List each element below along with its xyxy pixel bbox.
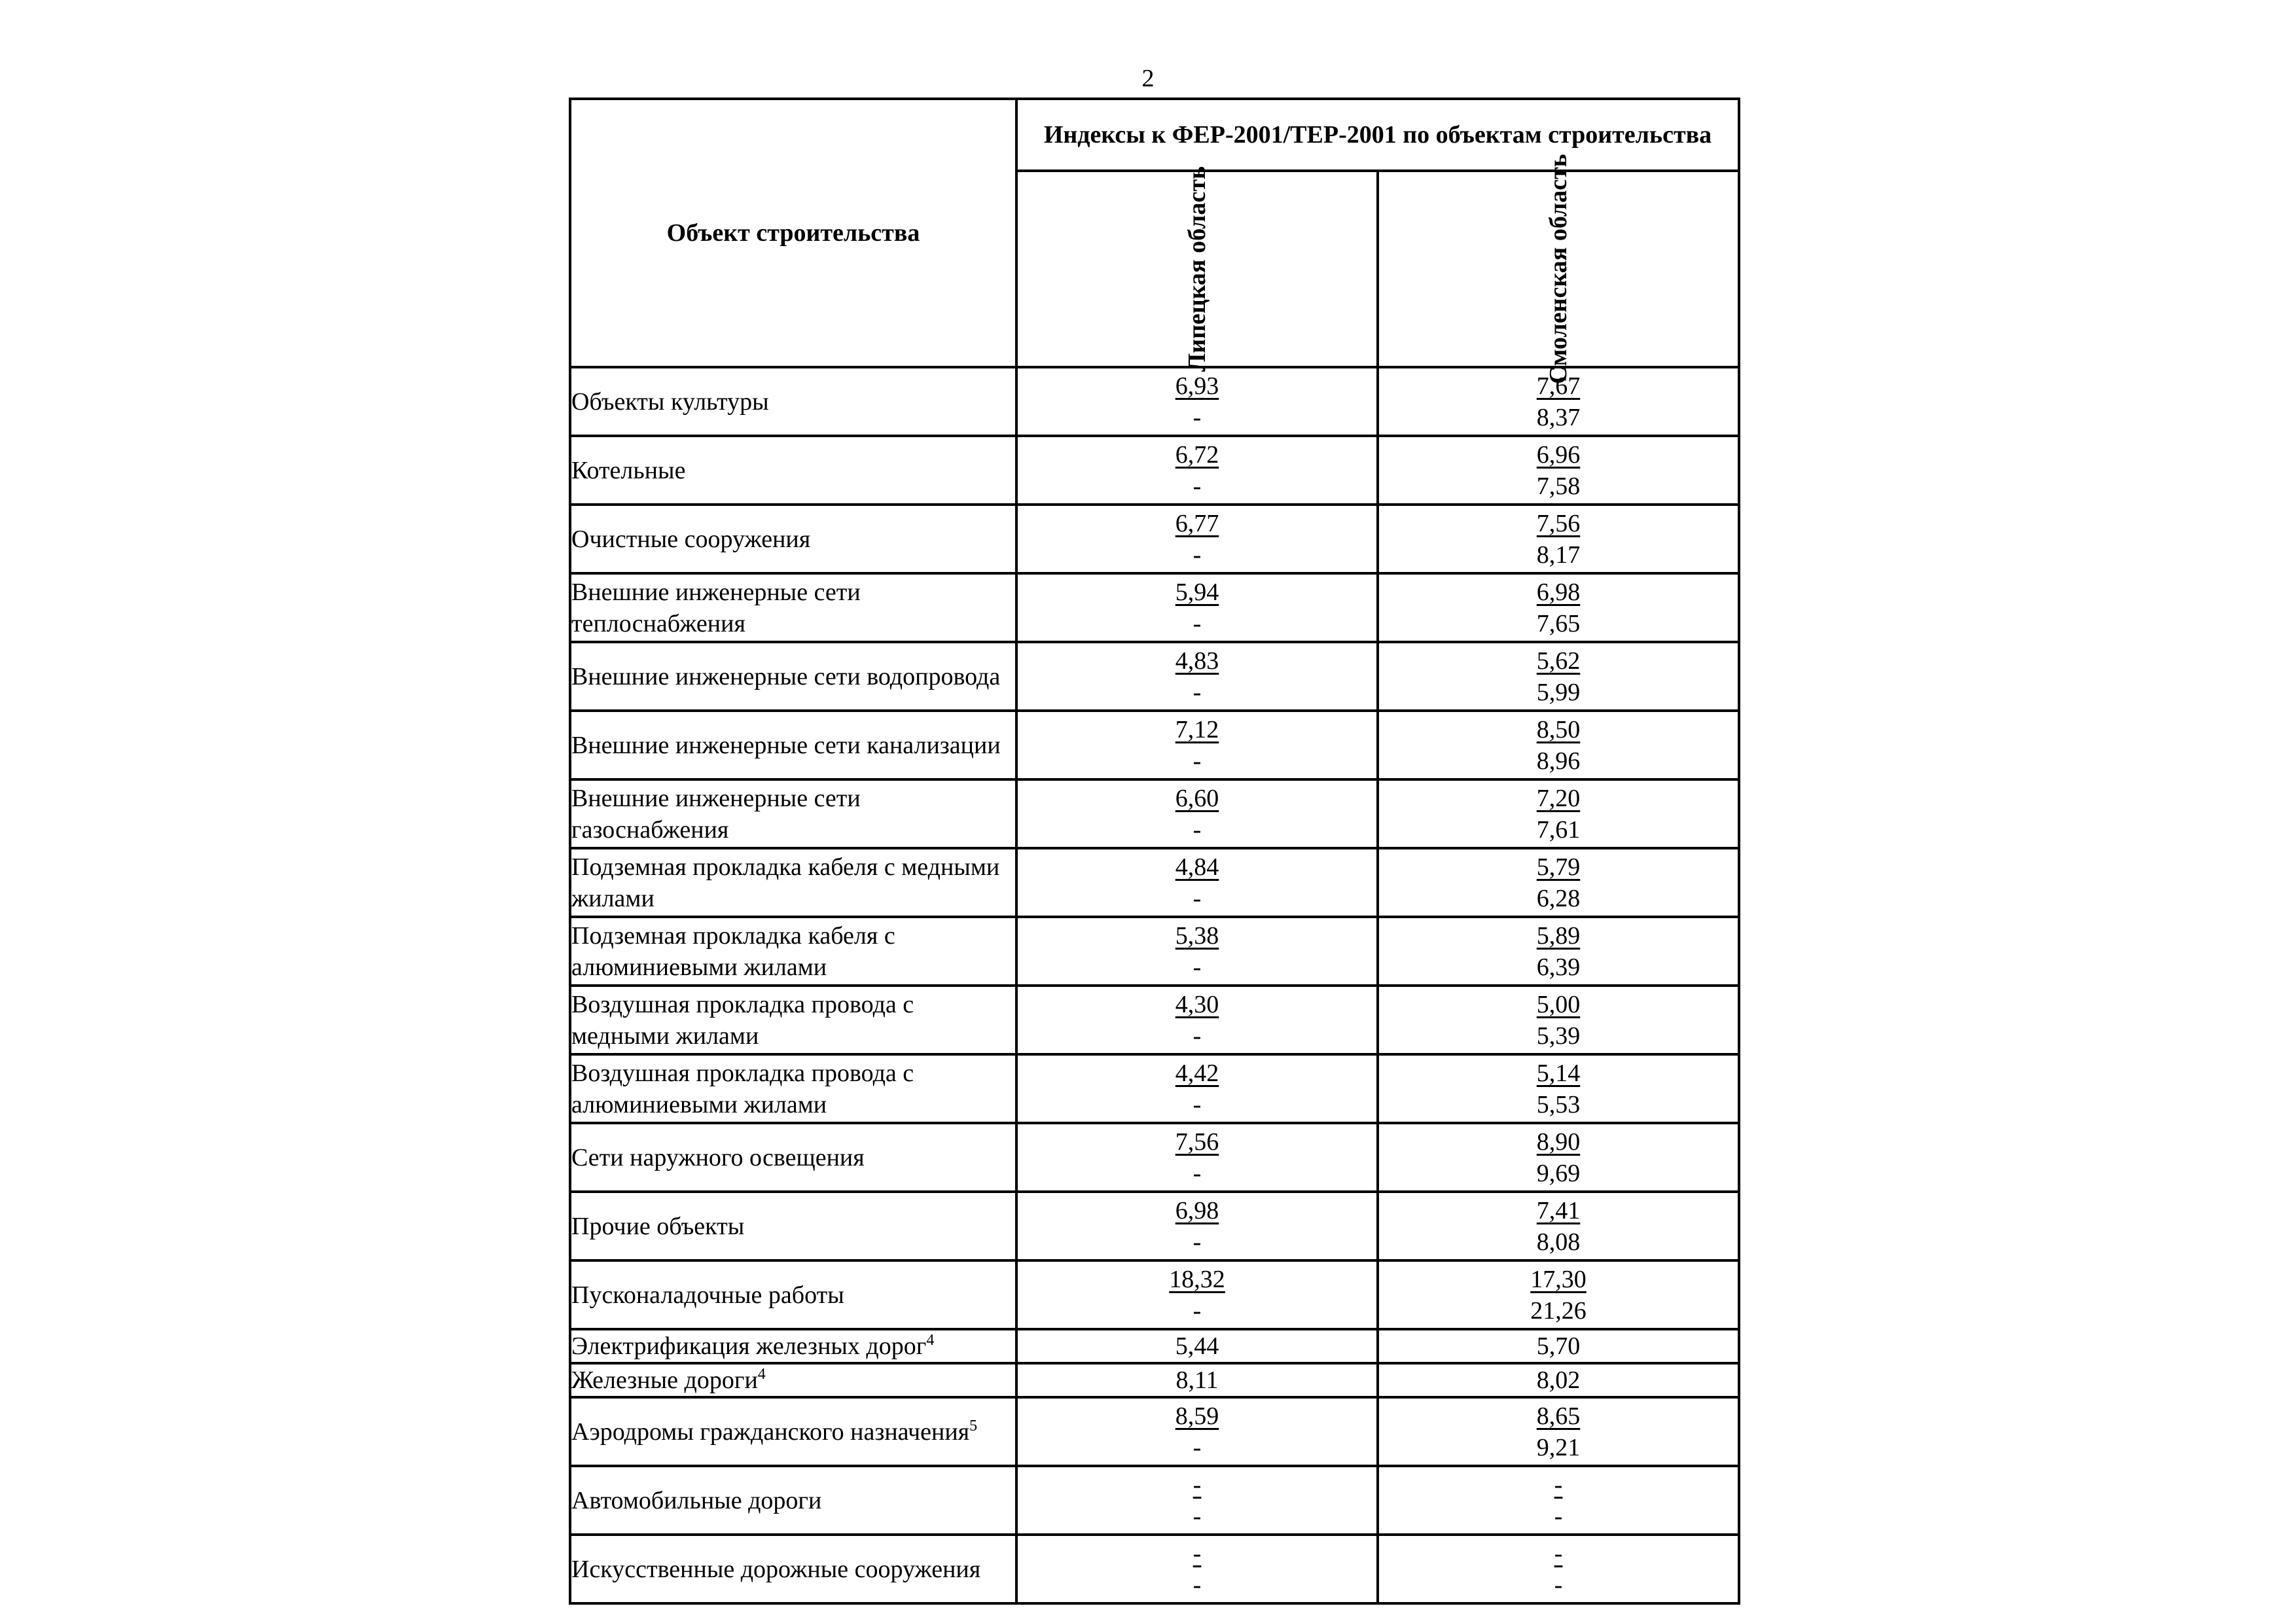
region-b-value-top: 8,50	[1536, 715, 1581, 743]
region-a-value-top: 7,56	[1175, 1128, 1219, 1156]
region-a-values	[1016, 1260, 1378, 1329]
object-name: Прочие объекты	[570, 1192, 1016, 1260]
region-b-value-top: 5,00	[1536, 990, 1581, 1018]
region-b-value-bottom: 8,96	[1536, 747, 1581, 775]
object-name: Железные дороги$^4$	[570, 1363, 1016, 1397]
region-b-value-top: 6,96	[1536, 440, 1581, 469]
region-b-value-bottom: 8,37	[1536, 403, 1581, 431]
region-b-value-top: -	[1554, 1539, 1563, 1567]
table-body	[570, 367, 1739, 1603]
object-name: Электрификация железных дорог$^4$	[570, 1329, 1016, 1363]
region-a-value-top: 6,72	[1175, 440, 1219, 469]
object-name: Аэродромы гражданского назначения$^5$	[570, 1397, 1016, 1466]
region-a-value-bottom: -	[1193, 678, 1202, 706]
region-b-value: 5,70	[1378, 1329, 1739, 1363]
region-a-value-top: 6,60	[1175, 784, 1219, 812]
region-a-header	[1016, 166, 1378, 372]
object-column-header: Объект строительства	[570, 99, 1016, 367]
region-b-values	[1378, 1535, 1739, 1603]
object-name: Подземная прокладка кабеля с алюминиевыми жилами	[570, 917, 1016, 986]
object-name: Автомобильные дороги	[570, 1466, 1016, 1535]
footnote-mark: 5	[969, 1417, 978, 1435]
region-a-value-bottom: -	[1193, 609, 1202, 637]
footnote-mark: 4	[757, 1366, 766, 1383]
region-a-value-top: 6,98	[1175, 1196, 1219, 1224]
region-b-value-top: -	[1554, 1471, 1563, 1499]
region-a-values	[1016, 711, 1378, 779]
region-a-value-top: -	[1193, 1471, 1202, 1499]
region-b-value-bottom: 7,58	[1536, 472, 1581, 500]
region-b-value-bottom: 5,53	[1536, 1090, 1581, 1118]
region-b-values	[1378, 711, 1739, 779]
region-b-value-top: 6,98	[1536, 578, 1581, 606]
region-a-value-bottom: -	[1193, 884, 1202, 912]
region-b-value-bottom: 7,65	[1536, 609, 1581, 637]
region-b-value-bottom: 9,69	[1536, 1159, 1581, 1187]
table-row	[570, 1535, 1739, 1603]
table-row	[570, 848, 1739, 917]
region-b-label: Смоленская область	[1545, 154, 1572, 384]
region-a-value-bottom: -	[1193, 1159, 1202, 1187]
region-a-values	[1016, 642, 1378, 711]
object-name: Искусственные дорожные сооружения	[570, 1535, 1016, 1603]
region-a-value-bottom: -	[1193, 815, 1202, 844]
region-a-value-top: 4,83	[1175, 647, 1219, 675]
region-a-value-top: 6,77	[1175, 509, 1219, 537]
region-b-value-top: 5,79	[1536, 853, 1581, 881]
object-name: Внешние инженерные сети канализации	[570, 711, 1016, 779]
index-title-header: Индексы к ФЕР-2001/ТЕР-2001 по объектам строительства	[1016, 99, 1739, 171]
region-b-header	[1378, 154, 1739, 384]
region-b-value-bottom: 6,39	[1536, 953, 1581, 981]
object-name: Внешние инженерные сети водопровода	[570, 642, 1016, 711]
region-a-value-top: 6,93	[1175, 372, 1219, 400]
region-a-value-bottom: -	[1193, 1022, 1202, 1050]
region-a-values	[1016, 1054, 1378, 1123]
region-a-value-top: 18,32	[1169, 1265, 1225, 1293]
region-b-value-top: 7,20	[1536, 784, 1581, 812]
region-a-value-bottom: -	[1193, 953, 1202, 981]
region-a-value-bottom: -	[1193, 1296, 1202, 1325]
region-b-value: 8,02	[1378, 1363, 1739, 1397]
table-row	[570, 573, 1739, 642]
object-name: Очистные сооружения	[570, 505, 1016, 573]
region-b-values	[1378, 986, 1739, 1054]
object-name: Воздушная прокладка провода с алюминиевыми жилами	[570, 1054, 1016, 1123]
object-name: Подземная прокладка кабеля с медными жилами	[570, 848, 1016, 917]
region-b-values	[1378, 1054, 1739, 1123]
region-b-value-top: 5,14	[1536, 1059, 1581, 1087]
region-a-value-top: 5,94	[1175, 578, 1219, 606]
region-b-values	[1378, 779, 1739, 848]
region-b-value-top: 7,67	[1536, 372, 1581, 400]
region-a-value: 8,11	[1016, 1363, 1378, 1397]
region-b-value-bottom: 9,21	[1536, 1433, 1581, 1461]
table-row	[570, 436, 1739, 505]
region-b-value-top: 8,90	[1536, 1128, 1581, 1156]
region-a-values	[1016, 367, 1378, 436]
region-b-values	[1378, 1466, 1739, 1535]
region-a-value-bottom: -	[1193, 541, 1202, 569]
region-b-value-top: 5,62	[1536, 647, 1581, 675]
table-row	[570, 986, 1739, 1054]
object-name: Объекты культуры	[570, 367, 1016, 436]
object-name: Котельные	[570, 436, 1016, 505]
region-b-values	[1378, 573, 1739, 642]
region-b-values	[1378, 1123, 1739, 1192]
region-b-values	[1378, 436, 1739, 505]
region-b-value-bottom: 8,08	[1536, 1228, 1581, 1256]
region-a-values	[1016, 1466, 1378, 1535]
region-b-value-bottom: 7,61	[1536, 815, 1581, 844]
region-a-value-bottom: -	[1193, 747, 1202, 775]
table-row	[570, 505, 1739, 573]
region-b-value-top: 17,30	[1530, 1265, 1587, 1293]
region-a-value-bottom: -	[1193, 472, 1202, 500]
region-b-values	[1378, 848, 1739, 917]
footnote-mark: 4	[926, 1332, 935, 1349]
table-row	[570, 1363, 1739, 1397]
region-b-value-bottom: 5,99	[1536, 678, 1581, 706]
region-a-value-top: 8,59	[1175, 1402, 1219, 1430]
region-b-values	[1378, 1192, 1739, 1260]
object-name: Пусконаладочные работы	[570, 1260, 1016, 1329]
table-row	[570, 1123, 1739, 1192]
region-a-value-bottom: -	[1193, 1433, 1202, 1461]
region-a-values	[1016, 848, 1378, 917]
region-b-value-bottom: -	[1554, 1571, 1563, 1599]
object-name: Внешние инженерные сети теплоснабжения	[570, 573, 1016, 642]
region-b-value-bottom: 21,26	[1530, 1296, 1587, 1325]
table-row	[570, 1397, 1739, 1466]
region-a-value-top: 4,42	[1175, 1059, 1219, 1087]
table-row	[570, 1192, 1739, 1260]
region-a-values	[1016, 1192, 1378, 1260]
region-b-value-bottom: -	[1554, 1502, 1563, 1530]
table-row	[570, 779, 1739, 848]
region-a-values	[1016, 986, 1378, 1054]
region-a-value-bottom: -	[1193, 1090, 1202, 1118]
page-number: 2	[1141, 65, 1155, 92]
region-a-values	[1016, 1535, 1378, 1603]
object-name: Сети наружного освещения	[570, 1123, 1016, 1192]
region-a-value-top: 4,30	[1175, 990, 1219, 1018]
region-a-values	[1016, 1397, 1378, 1466]
index-table	[569, 98, 1740, 1605]
region-a-label: Липецкая область	[1183, 166, 1211, 372]
table-row	[570, 1260, 1739, 1329]
region-a-values	[1016, 779, 1378, 848]
table-row	[570, 917, 1739, 986]
region-b-values	[1378, 917, 1739, 986]
region-a-value-top: 5,38	[1175, 921, 1219, 950]
region-a-values	[1016, 573, 1378, 642]
region-a-value-top: -	[1193, 1539, 1202, 1567]
table-row	[570, 1329, 1739, 1363]
region-a-values	[1016, 436, 1378, 505]
region-b-value-top: 7,56	[1536, 509, 1581, 537]
table-row	[570, 711, 1739, 779]
object-name: Воздушная прокладка провода с медными жилами	[570, 986, 1016, 1054]
region-b-values	[1378, 1397, 1739, 1466]
region-b-value-bottom: 5,39	[1536, 1022, 1581, 1050]
region-a-values	[1016, 1123, 1378, 1192]
region-a-value-bottom: -	[1193, 1228, 1202, 1256]
region-a-value-bottom: -	[1193, 1571, 1202, 1599]
region-b-values	[1378, 505, 1739, 573]
region-a-values	[1016, 917, 1378, 986]
table-row	[570, 1054, 1739, 1123]
region-a-value: 5,44	[1016, 1329, 1378, 1363]
region-a-value-bottom: -	[1193, 1502, 1202, 1530]
region-a-value-top: 4,84	[1175, 853, 1219, 881]
region-b-values	[1378, 1260, 1739, 1329]
region-b-value-top: 8,65	[1536, 1402, 1581, 1430]
region-b-value-top: 5,89	[1536, 921, 1581, 950]
region-b-value-top: 7,41	[1536, 1196, 1581, 1224]
region-b-value-bottom: 6,28	[1536, 884, 1581, 912]
region-a-value-top: 7,12	[1175, 715, 1219, 743]
object-name: Внешние инженерные сети газоснабжения	[570, 779, 1016, 848]
table-row	[570, 1466, 1739, 1535]
region-a-values	[1016, 505, 1378, 573]
table-row	[570, 642, 1739, 711]
region-a-value-bottom: -	[1193, 403, 1202, 431]
region-b-value-bottom: 8,17	[1536, 541, 1581, 569]
region-b-values	[1378, 642, 1739, 711]
